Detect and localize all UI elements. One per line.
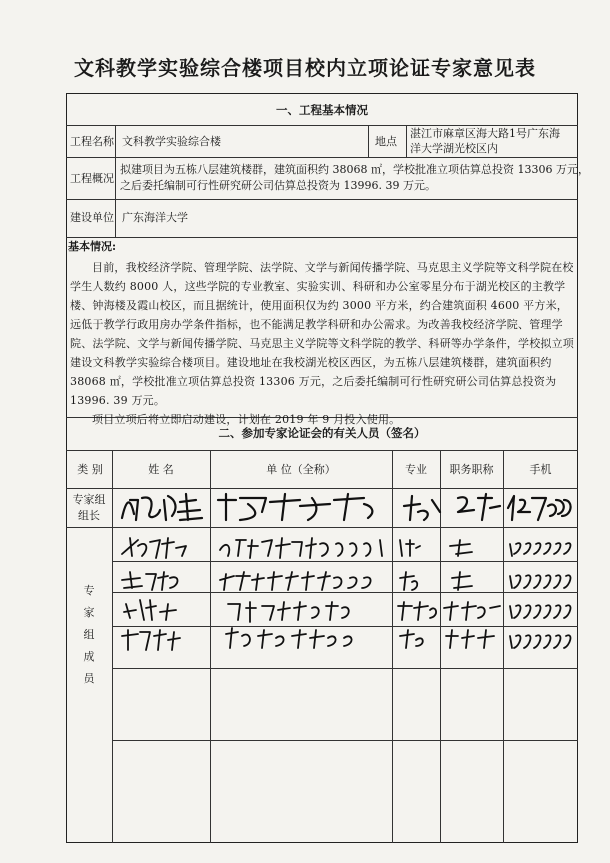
signature-member-1 [122, 538, 570, 558]
section-heading: 二、参加专家论证会的有关人员（签名） [218, 426, 426, 440]
col-header-title: 职务职称 [449, 463, 494, 476]
location-value-line1: 湛江市麻章区海大路1号广东海 [410, 127, 560, 140]
col-header-phone: 手机 [529, 463, 552, 476]
col-header-category: 类 别 [77, 463, 103, 476]
basic-info-paragraph: 项目立项后将立即启动建设，计划在 2019 年 9 月投入使用。 [92, 413, 401, 426]
leader-label-line2: 组长 [78, 509, 100, 522]
member-label-char: 成 [83, 650, 95, 663]
location-label: 地点 [375, 135, 397, 148]
basic-info-paragraph: 目前，我校经济学院、管理学院、法学院、文学与新闻传播学院、马克思主义学院等文科学院在校学生人数约 8000 人，这些学院的专业教室、实验实训、科研和办公室零星分布于湖光校区的主教学楼、钟海楼及霞山校区，而且据统计，使用面积仅为约 3000 平方米，约合建筑面积 4600 平方米，远低于教学行政用房办学条件指标，也不能满足教学科研和办公需求。为改善我校经济学院、管理学院、法学院、文学与新闻传播学院、马克思主义学院等文科学院的教学、科研等办学条件，学校拟立项建设文科教学实验综合楼项目。建设地址在我校湖光校区西区，为五栋八层建筑楼群，建筑面积约 38068 ㎡，学校批准立项估算总投资 13306 万元，之后委托编制可行性研究研公司估算总投资为 13996. 39 万元。 [70, 261, 574, 407]
overview-line2: 之后委托编制可行性研究研公司估算总投资为 13996. 39 万元。 [120, 179, 436, 192]
signature-member-2 [122, 572, 570, 590]
overview-label: 工程概况 [70, 172, 114, 185]
member-label-char: 组 [83, 628, 95, 641]
builder-label: 建设单位 [70, 211, 114, 224]
location-value-line2: 洋大学湖光校区内 [410, 142, 498, 155]
page-title: 文科教学实验综合楼项目校内立项论证专家意见表 [74, 56, 536, 80]
member-label-char: 专 [83, 584, 95, 597]
leader-label-line1: 专家组 [72, 493, 106, 506]
section-heading: 一、工程基本情况 [276, 103, 368, 117]
signature-member-3 [124, 600, 570, 622]
project-name-label: 工程名称 [70, 135, 114, 148]
builder-value: 广东海洋大学 [122, 211, 188, 224]
col-header-unit: 单 位（全称） [266, 463, 336, 476]
project-name-value: 文科教学实验综合楼 [122, 135, 221, 148]
col-header-major: 专业 [405, 463, 427, 476]
signature-member-4 [122, 628, 570, 650]
member-label-char: 员 [83, 672, 95, 685]
signature-leader [122, 494, 571, 520]
overview-line1: 拟建项目为五栋八层建筑楼群，建筑面积约 38068 ㎡，学校批准立项估算总投资 13306 万元， [120, 163, 589, 176]
member-label-char: 家 [83, 606, 95, 619]
basic-info-label: 基本情况: [68, 240, 117, 253]
col-header-name: 姓 名 [148, 463, 174, 476]
